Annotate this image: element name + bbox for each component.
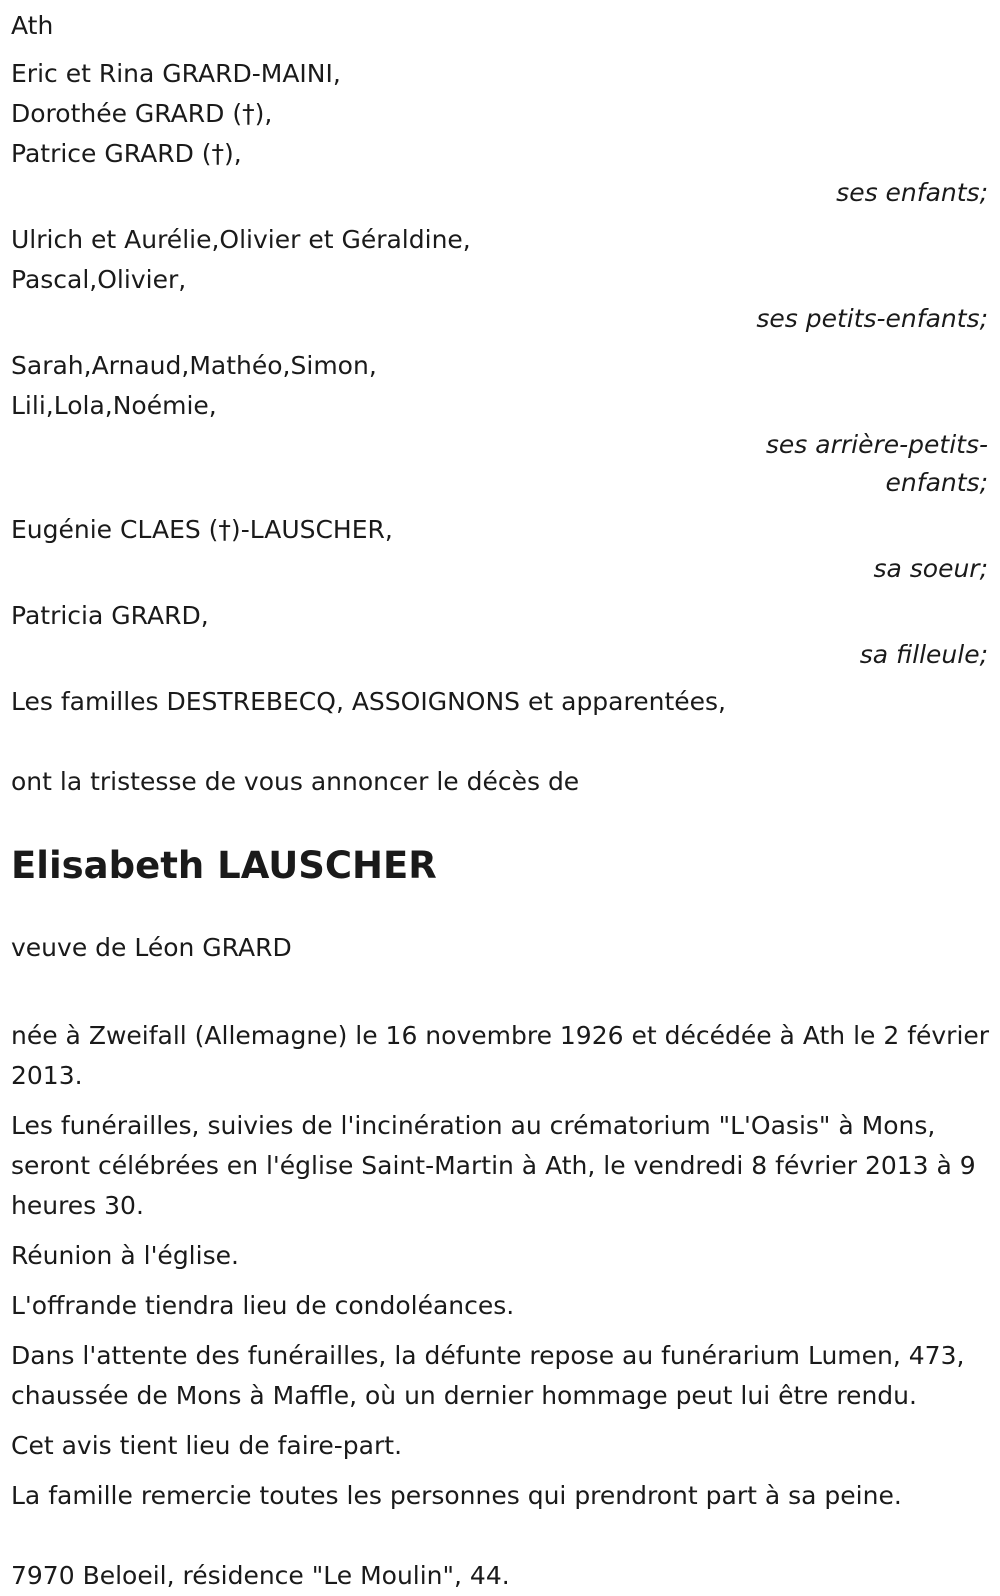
family-group-grandchildren [11, 220, 990, 338]
address: 7970 Beloeil, résidence "Le Moulin", 44. [11, 1561, 510, 1590]
deceased-name: Elisabeth LAUSCHER [11, 844, 437, 887]
family-line: Eugénie CLAES (†)-LAUSCHER, [11, 515, 393, 544]
funeral-home-paragraph: Dans l'attente des funérailles, la défunte repose au funérarium Lumen, 473, chaussée de Mons à Maffle, où un dernier hommage peut lui être rendu. [11, 1341, 965, 1410]
notice-paragraph: Cet avis tient lieu de faire-part. [11, 1431, 403, 1460]
relation-label: sa soeur; [873, 554, 988, 583]
family-line: Eric et Rina GRARD-MAINI, [11, 59, 341, 88]
family-line: Lili,Lola,Noémie, [11, 391, 217, 420]
family-line: Sarah,Arnaud,Mathéo,Simon, [11, 351, 377, 380]
family-group-children [11, 54, 990, 212]
family-line: Ulrich et Aurélie,Olivier et Géraldine, [11, 225, 471, 254]
offering-paragraph: L'offrande tiendra lieu de condoléances. [11, 1291, 515, 1320]
widow-of: veuve de Léon GRARD [11, 933, 292, 962]
family-group-families [11, 682, 990, 722]
relation-label: ses enfants; [836, 178, 988, 207]
family-line: Patricia GRARD, [11, 601, 209, 630]
family-group-great-grandchildren [11, 346, 990, 502]
thanks-paragraph: La famille remercie toutes les personnes qui prendront part à sa peine. [11, 1481, 902, 1510]
family-line: Les familles DESTREBECQ, ASSOIGNONS et apparentées, [11, 687, 726, 716]
relation-label: ses arrière-petits- [765, 430, 988, 459]
relation-label: sa filleule; [859, 640, 988, 669]
funeral-paragraph: Les funérailles, suivies de l'incinération au crématorium "L'Oasis" à Mons, seront célébrées en l'église Saint-Martin à Ath, le vendredi 8 février 2013 à 9 heures 30. [11, 1111, 976, 1220]
place: Ath [11, 11, 54, 40]
family-group-goddaughter [11, 596, 990, 674]
birth-death-paragraph: née à Zweifall (Allemagne) le 16 novembre 1926 et décédée à Ath le 2 février 2013. [11, 1021, 990, 1090]
family-line: Pascal,Olivier, [11, 265, 187, 294]
relation-label: ses petits-enfants; [756, 304, 988, 333]
announcement: ont la tristesse de vous annoncer le décès de [11, 767, 580, 796]
meeting-paragraph: Réunion à l'église. [11, 1241, 239, 1270]
family-group-sister [11, 510, 990, 588]
family-line: Dorothée GRARD (†), [11, 99, 273, 128]
relation-label: enfants; [885, 468, 988, 497]
family-line: Patrice GRARD (†), [11, 139, 242, 168]
